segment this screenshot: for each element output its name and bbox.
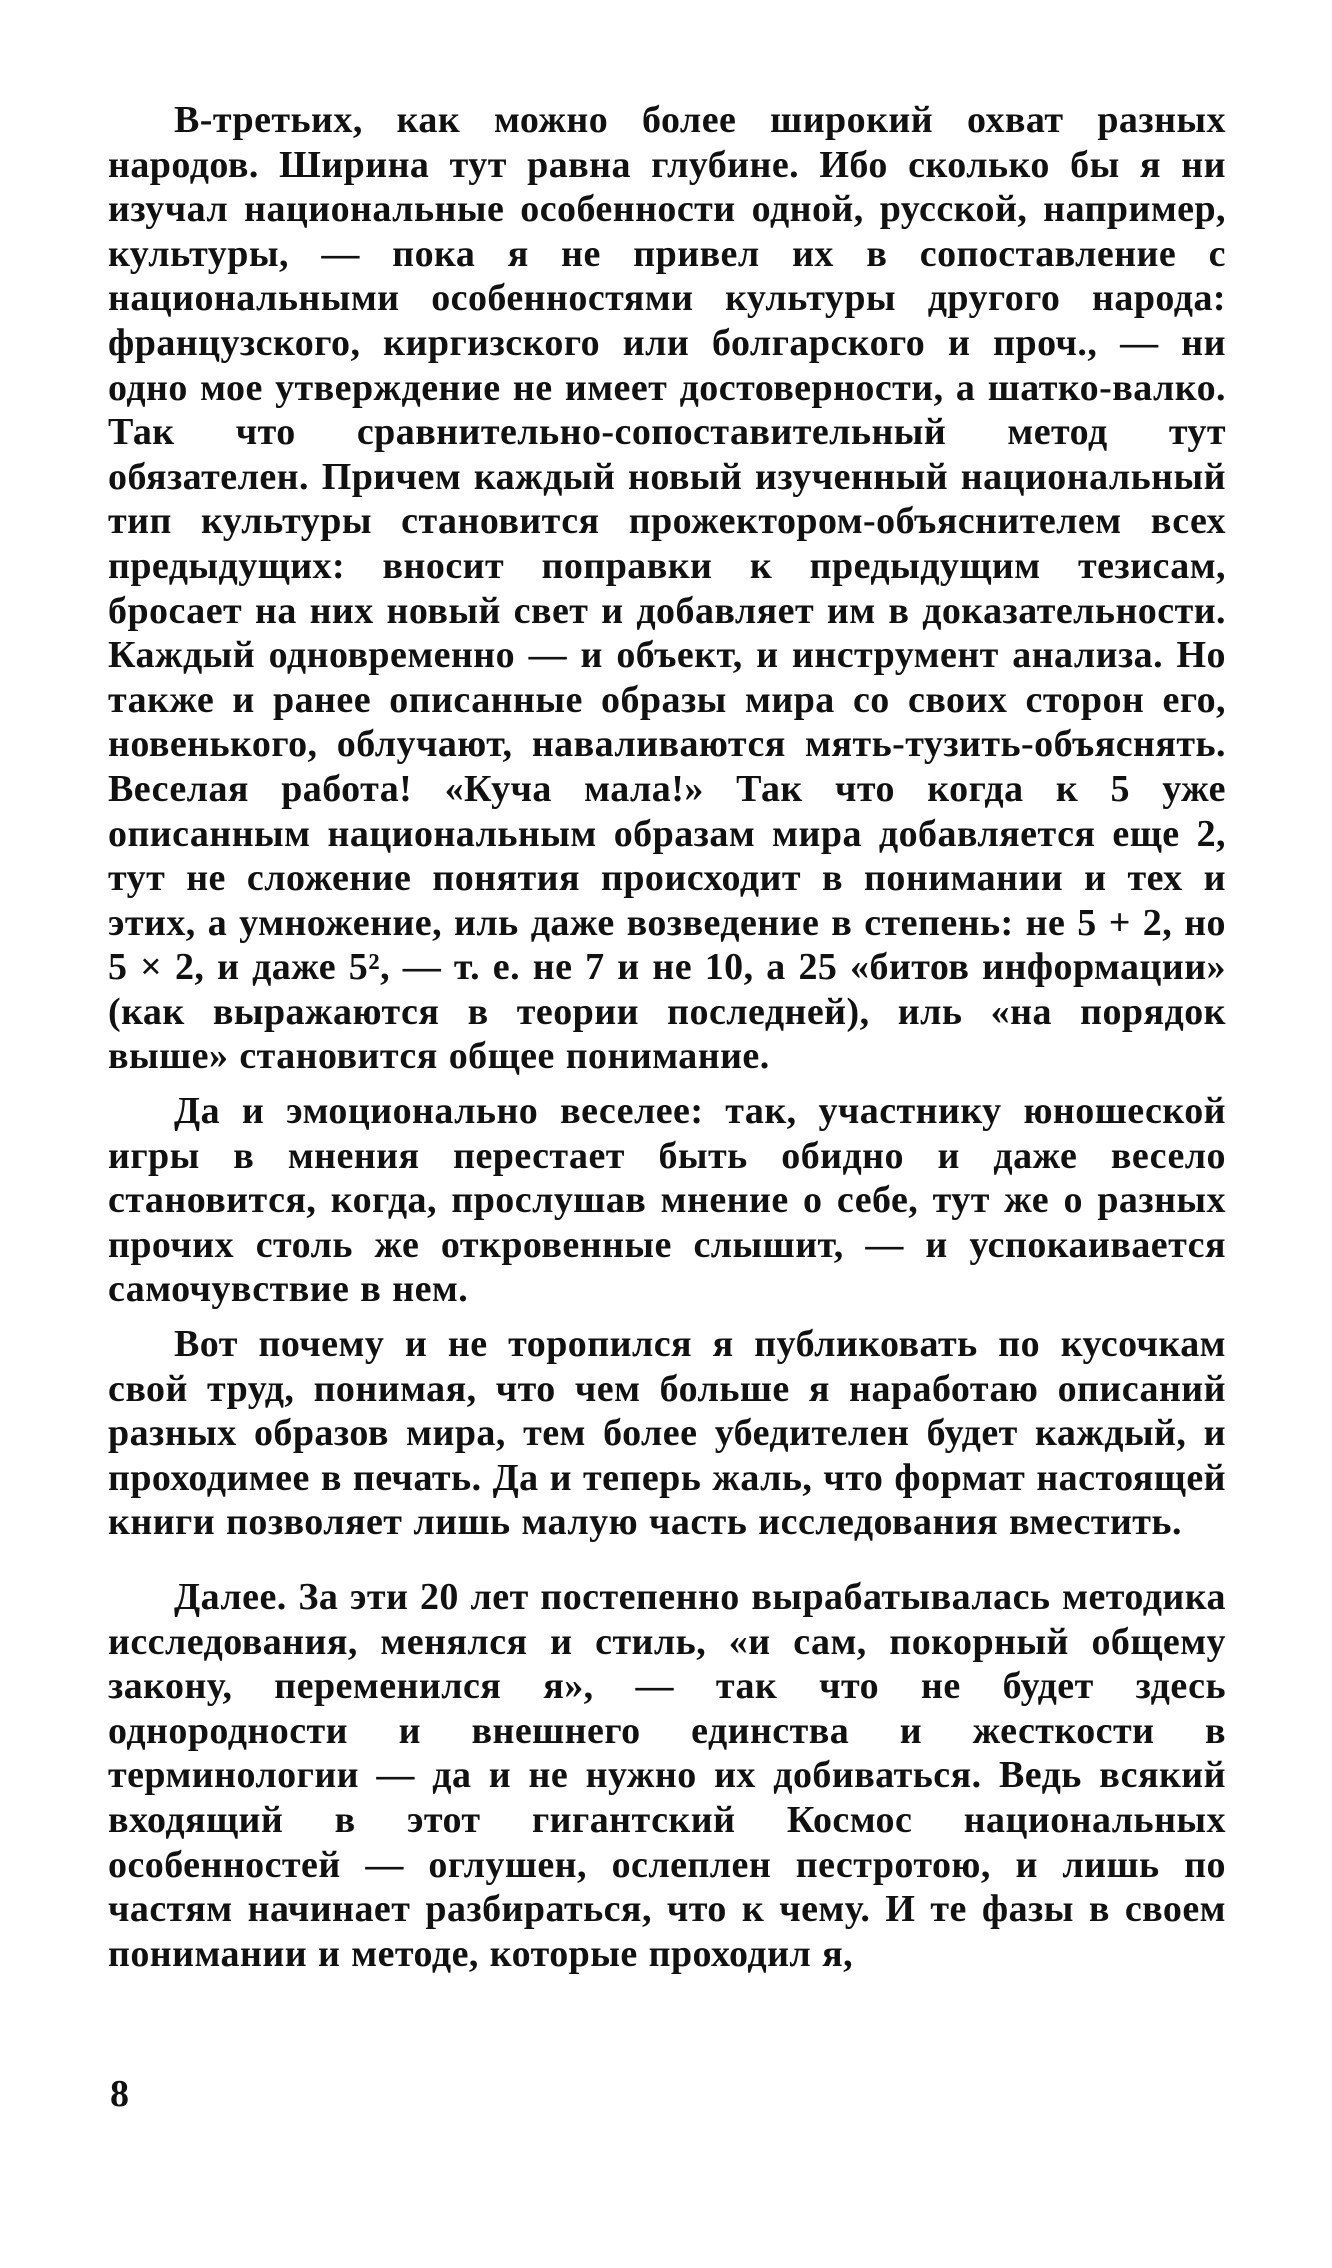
paragraph-1: В-третьих, как можно более широкий охват разных народов. Ширина тут равна глубине. Ибо сколько бы я ни изучал национальные особенности одной, русской, например, культуры, — пока я не привел их в сопоставление с национальными особенностями культуры другого народа: французского, киргизского или болгарского и проч., — ни одно мое утверждение не имеет достоверности, а шатко-валко. Так что сравнительно-сопоставительный метод тут обязателен. Причем каждый новый изученный национальный тип культуры становится прожектором-объяснителем всех предыдущих: вносит поправки к предыдущим тезисам, бросает на них новый свет и добавляет им в доказательности. Каждый одновременно — и объект, и инструмент анализа. Но также и ранее описанные образы мира со своих сторон его, новенького, облучают, наваливаются мять-тузить-объяснять. Веселая работа! «Куча мала!» Так что когда к 5 уже описанным национальным образам мира добавляется еще 2, тут не сложение понятия происходит в понимании и тех и этих, а умножение, иль даже возведение в степень: не 5 + 2, но 5 × 2, и даже 5², — т. е. не 7 и не 10, а 25 «битов информации» (как выражаются в теории последней), иль «на порядок выше» становится общее понимание.: [108, 99, 1226, 1078]
body-text: [108, 98, 1226, 1976]
paragraph-2: Да и эмоционально веселее: так, участнику юношеской игры в мнения перестает быть обидно и даже весело становится, когда, прослушав мнение о себе, тут же о разных прочих столь же откровенные слышит, — и успокаивается самочувствие в нем.: [108, 1090, 1226, 1311]
paragraph-3: Вот почему и не торопился я публиковать по кусочкам свой труд, понимая, что чем больше я наработаю описаний разных образов мира, тем более убедителен будет каждый, и проходимее в печать. Да и теперь жаль, что формат настоящей книги позволяет лишь малую часть исследования вместить.: [108, 1323, 1226, 1544]
paragraph-4: Далее. За эти 20 лет постепенно вырабатывалась методика исследования, менялся и стиль, «и сам, покорный общему закону, переменился я», — так что не будет здесь однородности и внешнего единства и жесткости в терминологии — да и не нужно их добиваться. Ведь всякий входящий в этот гигантский Космос национальных особенностей — оглушен, ослеплен пестротою, и лишь по частям начинает разбираться, что к чему. И те фазы в своем понимании и методе, которые проходил я,: [108, 1576, 1226, 1975]
page-number: 8: [110, 2073, 129, 2115]
